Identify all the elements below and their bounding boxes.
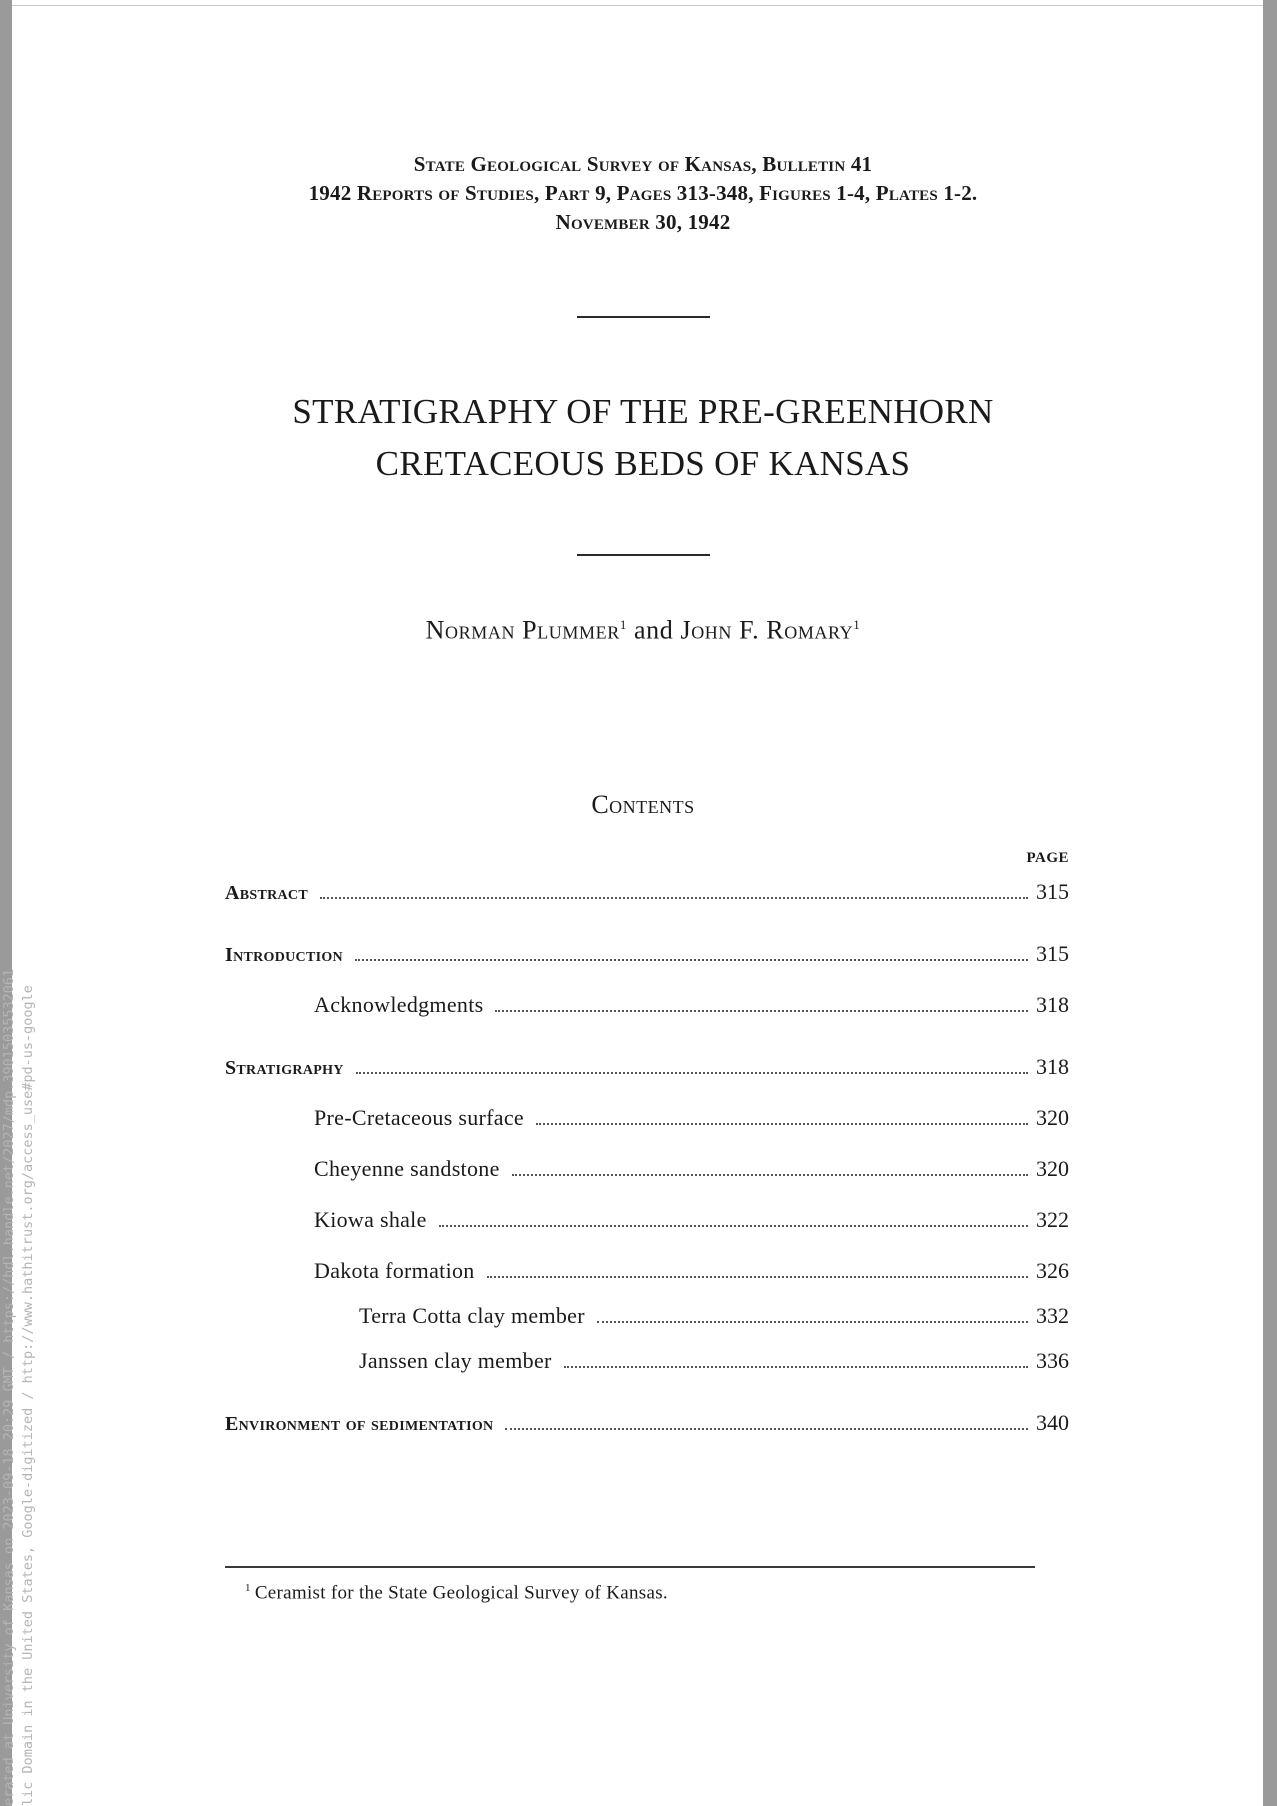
toc-entry-page: 318 bbox=[1036, 992, 1069, 1017]
bulletin-line: State Geological Survey of Kansas, Bulletin 41 bbox=[413, 152, 873, 176]
toc-entry-label: Stratigraphy bbox=[225, 1057, 344, 1079]
footnote-text: Ceramist for the State Geological Survey of Kansas. bbox=[254, 1582, 668, 1604]
toc-entry[interactable] bbox=[359, 1302, 1069, 1330]
footnote-rule bbox=[225, 1566, 1035, 1568]
toc-entry-page: 315 bbox=[1036, 879, 1069, 904]
page-top-edge bbox=[12, 5, 1263, 6]
dot-leader bbox=[320, 897, 1028, 899]
date-line: November 30, 1942 bbox=[555, 210, 731, 234]
page-column-label: PAGE bbox=[1026, 850, 1069, 866]
separator-rule-top bbox=[577, 316, 710, 318]
toc-entry[interactable] bbox=[314, 1257, 1069, 1285]
toc-entry-page: 322 bbox=[1036, 1207, 1069, 1232]
watermark-line-2: lic Domain in the United States, Google-digitized / http://www.hathitrust.org/access_use#pd-us-google bbox=[20, 985, 36, 1806]
toc-entry-page: 340 bbox=[1036, 1410, 1069, 1435]
toc-entry[interactable] bbox=[314, 991, 1069, 1019]
viewer-right-border bbox=[1263, 0, 1277, 1806]
toc-entry-label: Environment of sedimentation bbox=[225, 1413, 494, 1435]
hathitrust-watermark bbox=[0, 846, 38, 1806]
dot-leader bbox=[564, 1366, 1028, 1368]
toc-entry-label: Terra Cotta clay member bbox=[359, 1303, 585, 1328]
toc-entry-page: 318 bbox=[1036, 1054, 1069, 1079]
footnote-mark-author-2: 1 bbox=[853, 617, 861, 632]
toc-entry-page: 320 bbox=[1036, 1105, 1069, 1130]
dot-leader bbox=[536, 1123, 1028, 1125]
dot-leader bbox=[495, 1010, 1028, 1012]
dot-leader bbox=[597, 1321, 1028, 1323]
dot-leader bbox=[439, 1225, 1028, 1227]
footnote-mark: 1 bbox=[245, 1582, 251, 1594]
toc-entry[interactable] bbox=[359, 1347, 1069, 1375]
author-2: John F. Romary bbox=[680, 615, 854, 645]
dot-leader bbox=[487, 1276, 1028, 1278]
toc-entry-label: Abstract bbox=[225, 882, 308, 904]
toc-entry-page: 315 bbox=[1036, 941, 1069, 966]
toc-entry[interactable] bbox=[225, 1409, 1069, 1438]
footnote-mark-author-1: 1 bbox=[619, 617, 627, 632]
separator-rule-bottom bbox=[577, 554, 710, 556]
dot-leader bbox=[512, 1174, 1028, 1176]
toc-entry-label: Cheyenne sandstone bbox=[314, 1156, 500, 1181]
toc-entry-page: 326 bbox=[1036, 1258, 1069, 1283]
toc-entry[interactable] bbox=[225, 1053, 1069, 1082]
footnote bbox=[245, 1582, 668, 1604]
toc-entry-label: Dakota formation bbox=[314, 1258, 475, 1283]
author-line bbox=[160, 609, 1126, 647]
title-line-2: CRETACEOUS BEDS OF KANSAS bbox=[375, 444, 911, 483]
title-line-1: STRATIGRAPHY OF THE PRE-GREENHORN bbox=[292, 392, 994, 431]
toc-entry[interactable] bbox=[314, 1104, 1069, 1132]
toc-entry[interactable] bbox=[314, 1155, 1069, 1183]
document-title bbox=[160, 386, 1126, 490]
toc-entry-page: 336 bbox=[1036, 1348, 1069, 1373]
toc-entry-page: 320 bbox=[1036, 1156, 1069, 1181]
author-1: Norman Plummer bbox=[425, 615, 620, 645]
toc-entry[interactable] bbox=[225, 878, 1069, 907]
toc-entry-label: Kiowa shale bbox=[314, 1207, 427, 1232]
toc-entry-label: Janssen clay member bbox=[359, 1348, 552, 1373]
author-connector: and bbox=[634, 615, 674, 645]
bulletin-header bbox=[160, 150, 1126, 237]
watermark-line-1: erated at University of Kansas on 2023-09-18 20:29 GMT / https://hdl.handle.net/2027/mdp.39015035532061 bbox=[1, 968, 17, 1806]
dot-leader bbox=[505, 1428, 1028, 1430]
toc-entry-page: 332 bbox=[1036, 1303, 1069, 1328]
dot-leader bbox=[356, 1072, 1028, 1074]
toc-entry[interactable] bbox=[225, 940, 1069, 969]
dot-leader bbox=[355, 959, 1028, 961]
toc-entry-label: Acknowledgments bbox=[314, 992, 484, 1017]
toc-entry-label: Introduction bbox=[225, 944, 343, 966]
toc-entry[interactable] bbox=[314, 1206, 1069, 1234]
toc-entry-label: Pre-Cretaceous surface bbox=[314, 1105, 524, 1130]
reports-line: 1942 Reports of Studies, Part 9, Pages 313-348, Figures 1-4, Plates 1-2. bbox=[308, 181, 978, 205]
contents-heading: Contents bbox=[591, 790, 695, 819]
